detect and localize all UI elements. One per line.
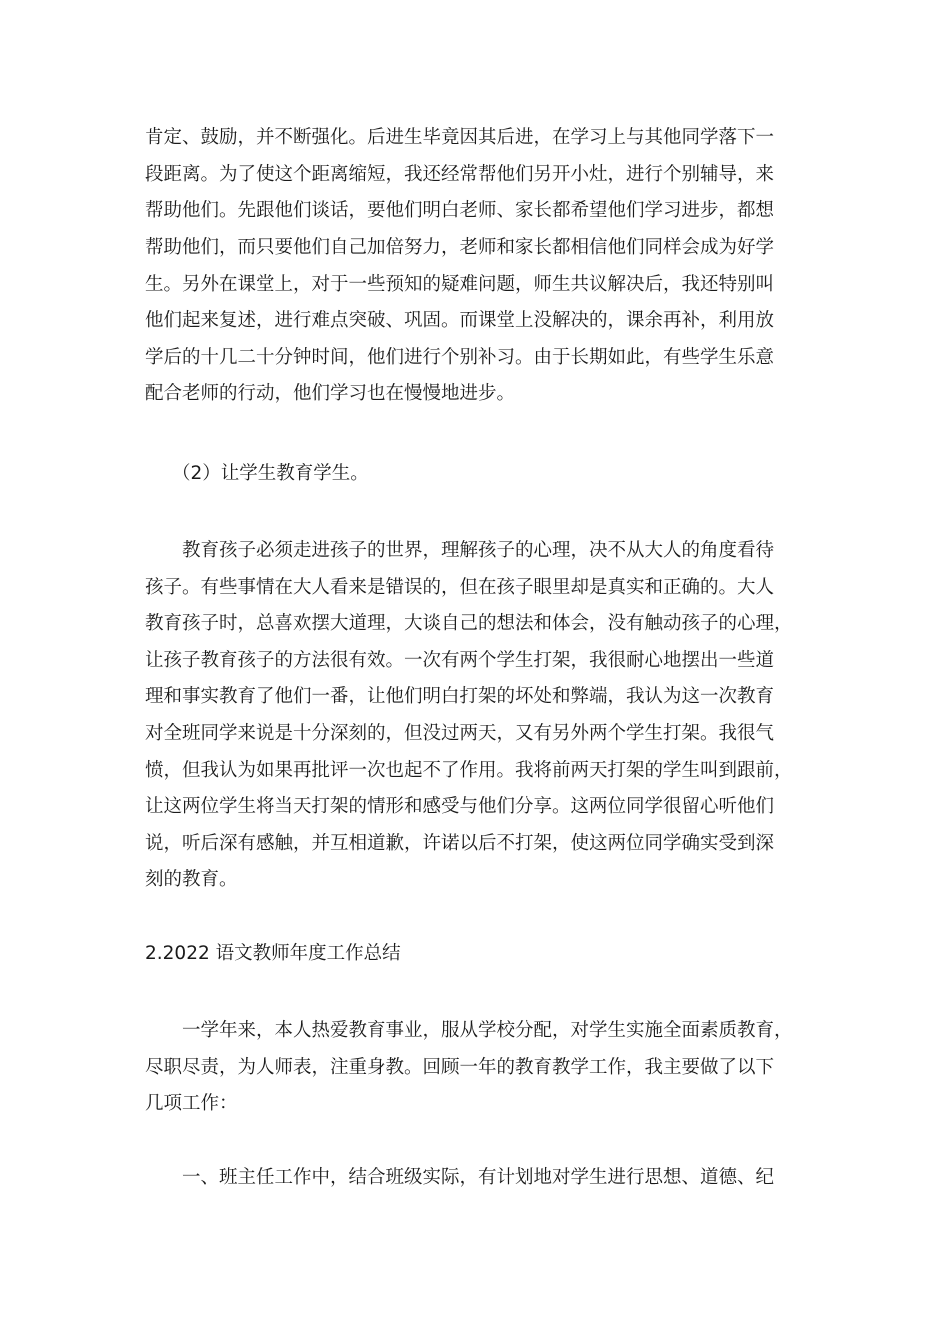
line-text: 愤，但我认为如果再批评一次也起不了作用。我将前两天打架的学生叫到跟前， — [145, 760, 793, 781]
line-text: 对全班同学来说是十分深刻的，但没过两天，又有另外两个学生打架。我很气 — [145, 723, 775, 744]
line-text: 理和事实教育了他们一番，让他们明白打架的坏处和弊端，我认为这一次教育 — [145, 686, 775, 707]
paragraph-line — [0, 1091, 950, 1117]
paragraph-line — [0, 538, 950, 564]
paragraph-line — [0, 794, 950, 820]
paragraph-line — [0, 125, 950, 151]
line-text: 一学年来，本人热爱教育事业，服从学校分配，对学生实施全面素质教育， — [182, 1020, 793, 1041]
line-text: 几项工作： — [145, 1093, 238, 1114]
line-text: 他们起来复述，进行难点突破、巩固。而课堂上没解决的，课余再补，利用放 — [145, 310, 775, 331]
line-text: 说，听后深有感触，并互相道歉，许诺以后不打架，使这两位同学确实受到深 — [145, 833, 775, 854]
paragraph-line — [0, 758, 950, 784]
paragraph-line — [0, 721, 950, 747]
paragraph-line — [0, 831, 950, 857]
paragraph-line — [0, 272, 950, 298]
paragraph-line — [0, 381, 950, 407]
subheading-text: （2）让学生教育学生。 — [172, 463, 369, 484]
line-text: 让孩子教育孩子的方法很有效。一次有两个学生打架，我很耐心地摆出一些道 — [145, 650, 775, 671]
line-text: 段距离。为了使这个距离缩短，我还经常帮他们另开小灶，进行个别辅导，来 — [145, 164, 775, 185]
line-text: 教育孩子必须走进孩子的世界，理解孩子的心理，决不从大人的角度看待 — [182, 540, 775, 561]
line-text: 学后的十几二十分钟时间，他们进行个别补习。由于长期如此，有些学生乐意 — [145, 347, 775, 368]
subheading-line — [0, 461, 950, 487]
paragraph-line — [0, 345, 950, 371]
paragraph-line — [0, 648, 950, 674]
paragraph-line — [0, 162, 950, 188]
paragraph-line — [0, 198, 950, 224]
paragraph-line — [0, 235, 950, 261]
line-text: 帮助他们，而只要他们自己加倍努力，老师和家长都相信他们同样会成为好学 — [145, 237, 775, 258]
paragraph-line — [0, 867, 950, 893]
section-heading-line — [0, 941, 950, 967]
line-text: 生。另外在课堂上，对于一些预知的疑难问题，师生共议解决后，我还特别叫 — [145, 274, 775, 295]
line-text: 帮助他们。先跟他们谈话，要他们明白老师、家长都希望他们学习进步，都想 — [145, 200, 775, 221]
section-heading: 2.2022 语文教师年度工作总结 — [145, 943, 401, 964]
line-text: 配合老师的行动，他们学习也在慢慢地进步。 — [145, 383, 516, 404]
line-text: 刻的教育。 — [145, 869, 238, 890]
paragraph-line — [0, 1055, 950, 1081]
paragraph-line — [0, 611, 950, 637]
line-text: 孩子。有些事情在大人看来是错误的，但在孩子眼里却是真实和正确的。大人 — [145, 577, 775, 598]
paragraph-line — [0, 684, 950, 710]
line-text: 尽职尽责，为人师表，注重身教。回顾一年的教育教学工作，我主要做了以下 — [145, 1057, 775, 1078]
line-text: 让这两位学生将当天打架的情形和感受与他们分享。这两位同学很留心听他们 — [145, 796, 775, 817]
paragraph-line — [0, 308, 950, 334]
paragraph-line — [0, 575, 950, 601]
line-text: 教育孩子时，总喜欢摆大道理，大谈自己的想法和体会，没有触动孩子的心理， — [145, 613, 793, 634]
line-text: 肯定、鼓励，并不断强化。后进生毕竟因其后进，在学习上与其他同学落下一 — [145, 127, 775, 148]
line-text: 一、班主任工作中，结合班级实际，有计划地对学生进行思想、道德、纪 — [182, 1167, 775, 1188]
paragraph-line — [0, 1018, 950, 1044]
paragraph-line — [0, 1165, 950, 1191]
